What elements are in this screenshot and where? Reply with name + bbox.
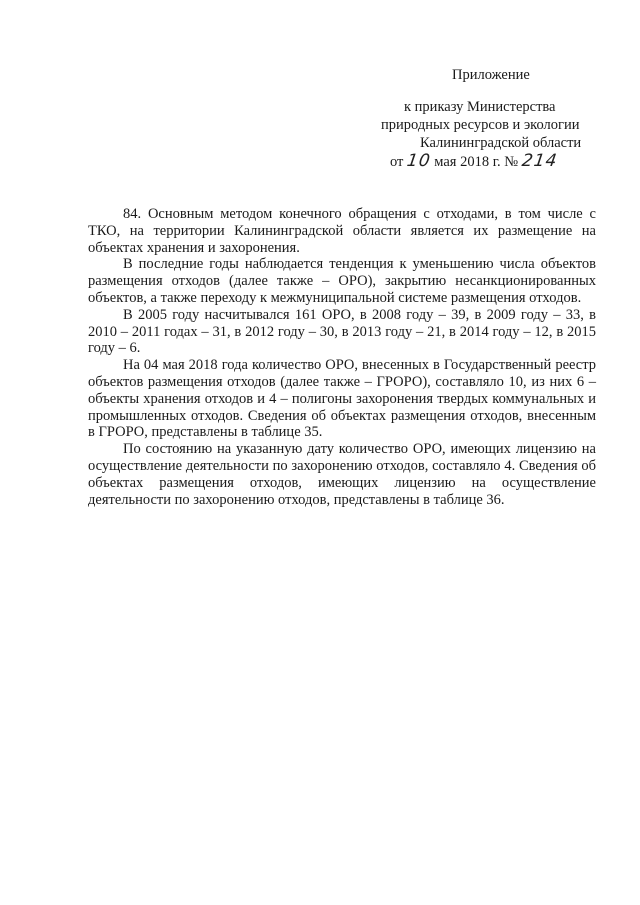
paragraph-groro: На 04 мая 2018 года количество ОРО, внесенных в Государственный реестр объектов размещения отходов (далее также – ГРОРО), составляло 10, из них 6 – объекты хранения отходов и 4 – полигоны захоронения твердых коммунальных и промышленных отходов. Сведения об объектах размещения отходов, внесенным в ГРОРО, представлены в таблице 35. bbox=[88, 357, 596, 441]
order-reference-line-1: к приказу Министерства bbox=[404, 99, 556, 115]
date-middle: мая 2018 г. № bbox=[434, 154, 519, 170]
order-date-line bbox=[340, 152, 610, 171]
paragraph-trend: В последние годы наблюдается тенденция к уменьшению числа объектов размещения отходов (далее также – ОРО), закрытию несанкционированных объектов, а также переходу к межмуниципальной системе размещения отходов. bbox=[88, 256, 596, 306]
handwritten-day: 10 bbox=[405, 151, 433, 171]
order-reference-line-2: природных ресурсов и экологии bbox=[381, 117, 580, 133]
appendix-header bbox=[340, 66, 610, 171]
handwritten-order-number: 214 bbox=[520, 151, 559, 171]
document-body bbox=[88, 206, 596, 508]
order-reference-line-3: Калининградской области bbox=[420, 135, 582, 151]
paragraph-84: 84. Основным методом конечного обращения с отходами, в том числе с ТКО, на территории Калининградской области является их размещение на объектах хранения и захоронения. bbox=[88, 206, 596, 256]
paragraph-licenses: По состоянию на указанную дату количество ОРО, имеющих лицензию на осуществление деятельности по захоронению отходов, составляло 4. Сведения об объектах размещения отходов, имеющих лицензию на осуществление деятельности по захоронению отходов, представлены в таблице 36. bbox=[88, 441, 596, 508]
paragraph-counts-by-year: В 2005 году насчитывался 161 ОРО, в 2008 году – 39, в 2009 году – 33, в 2010 – 2011 годах – 31, в 2012 году – 30, в 2013 году – 21, в 2014 году – 12, в 2015 году – 6. bbox=[88, 306, 596, 357]
date-prefix: от bbox=[390, 154, 404, 170]
appendix-title: Приложение bbox=[452, 67, 530, 83]
